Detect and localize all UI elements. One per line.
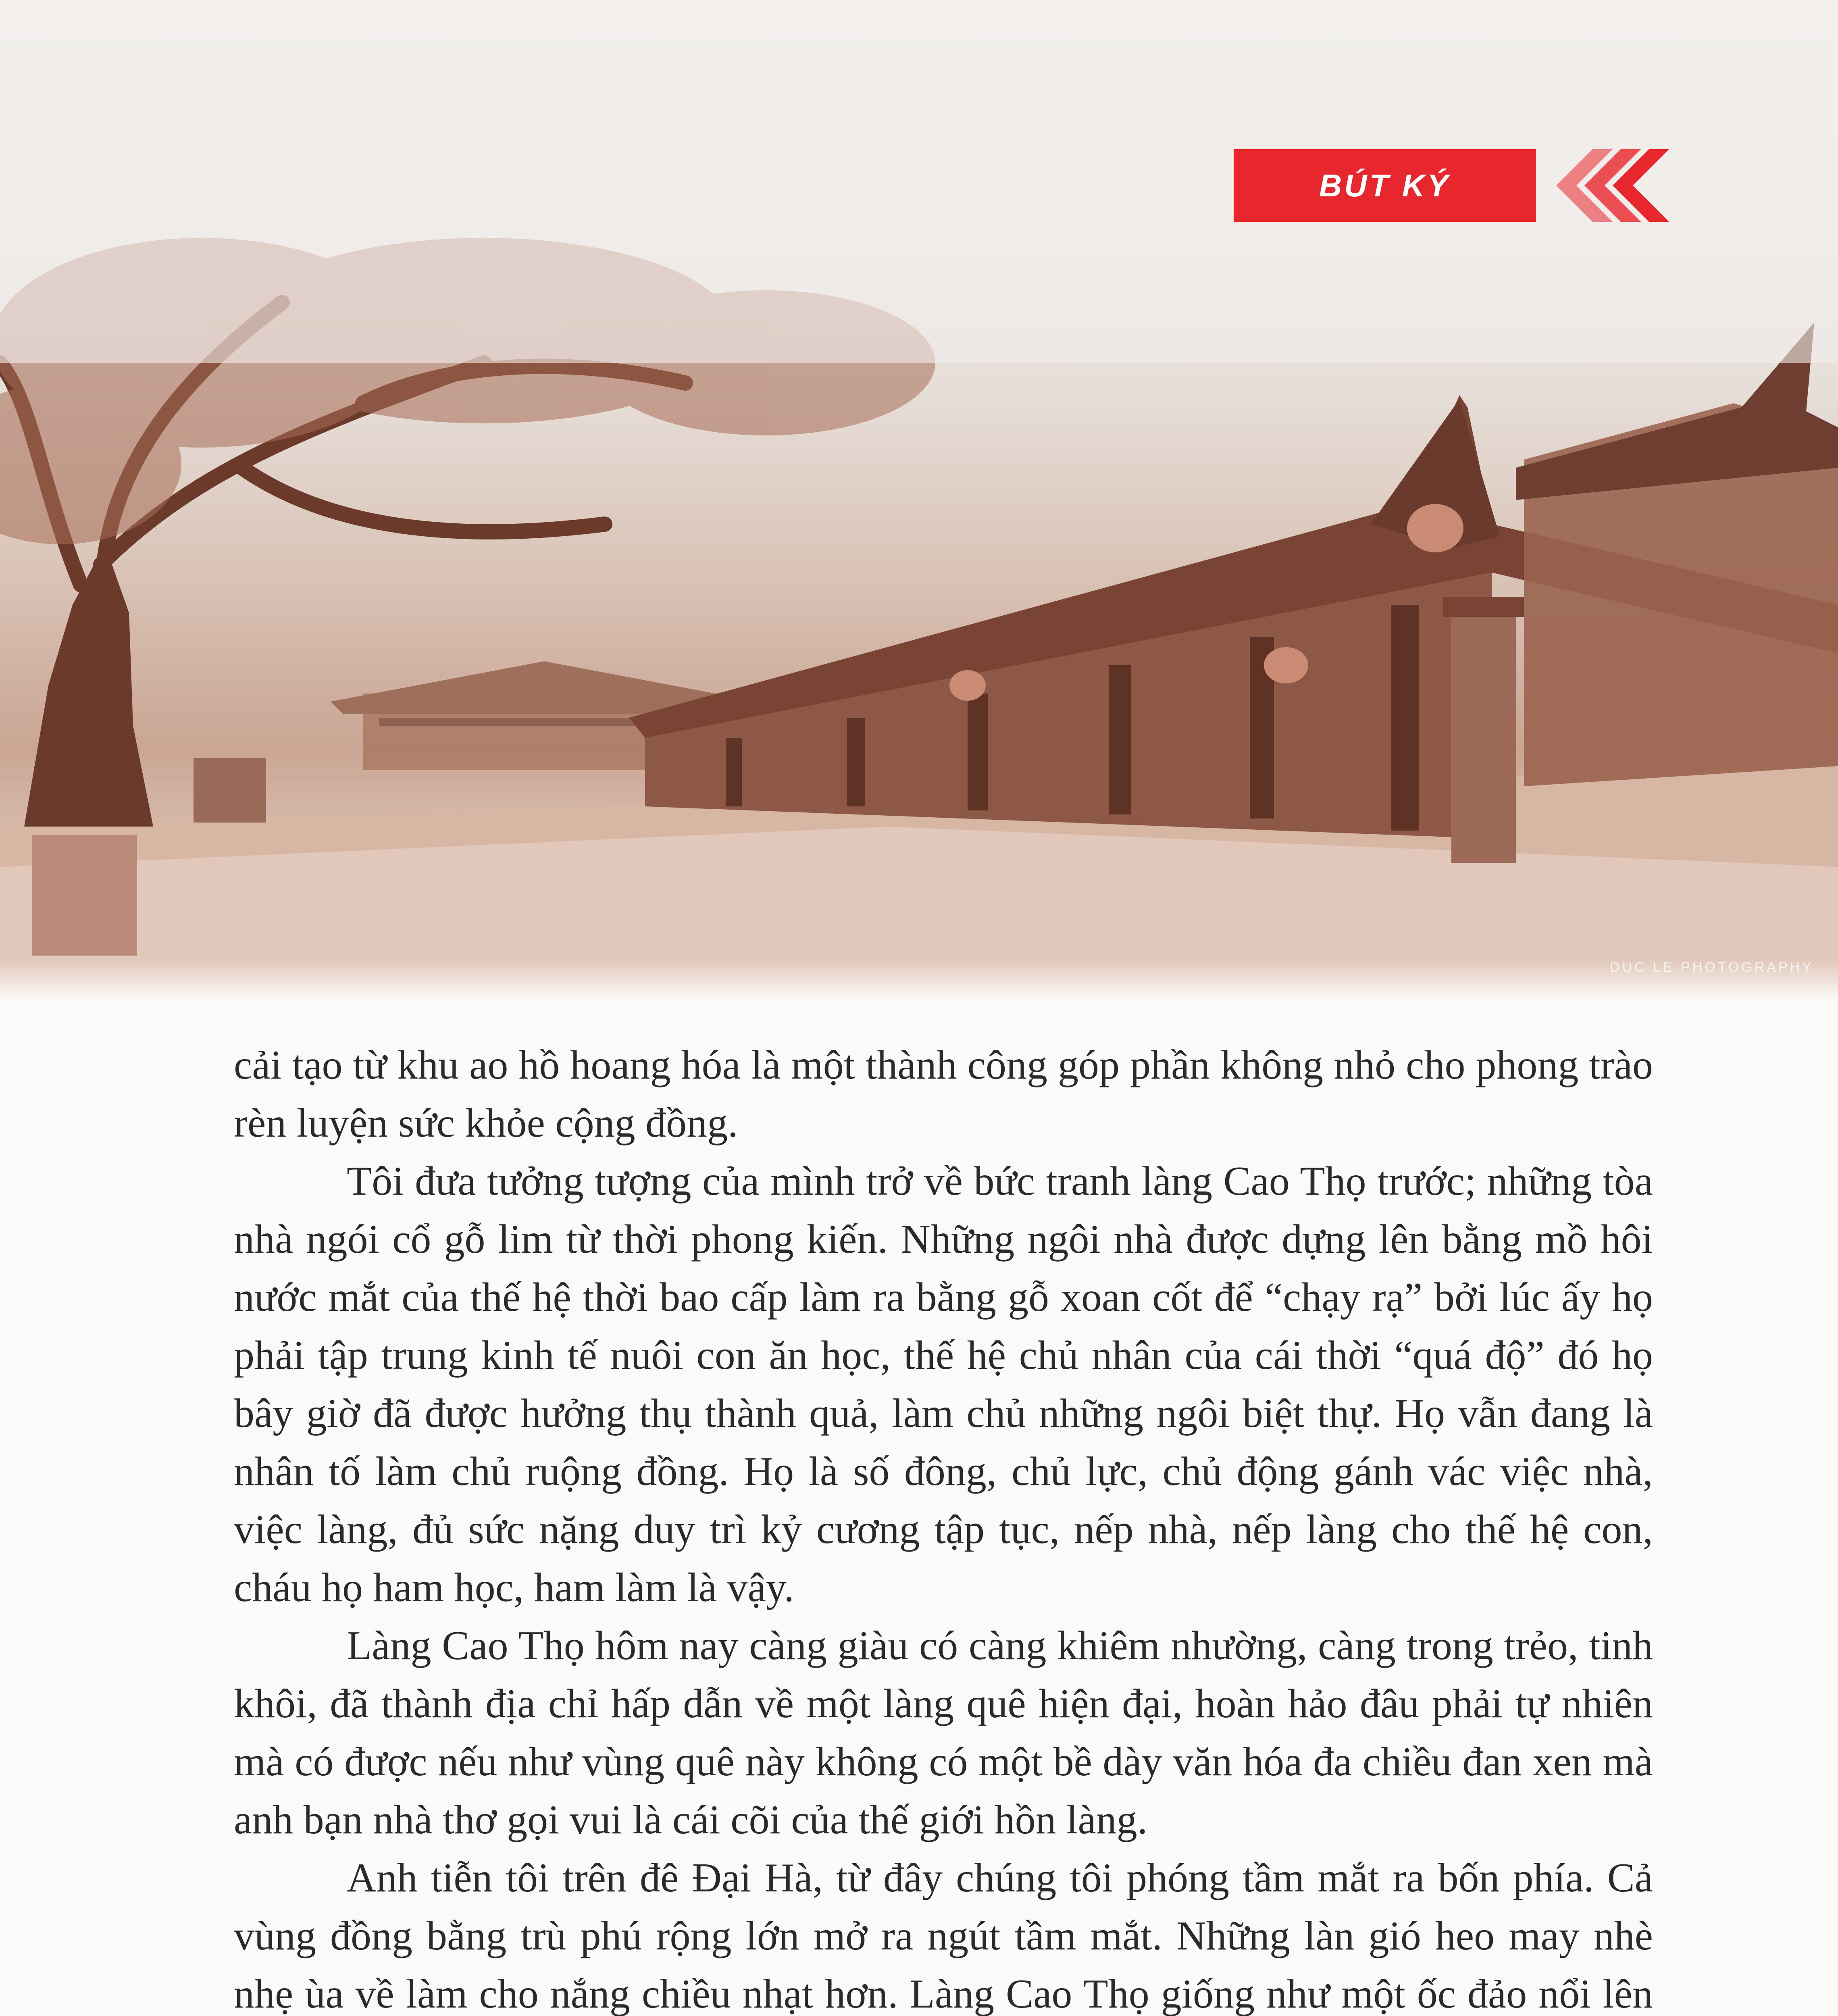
chevron-left-icon	[1544, 149, 1677, 222]
article-paragraph: cải tạo từ khu ao hồ hoang hóa là một thành công góp phần không nhỏ cho phong trào rèn luyện sức khỏe cộng đồng.	[234, 1042, 1653, 1146]
article-paragraph: Làng Cao Thọ hôm nay càng giàu có càng khiêm nhường, càng trong trẻo, tinh khôi, đã thành địa chỉ hấp dẫn về một làng quê hiện đại, hoàn hảo đâu phải tự nhiên mà có được nếu như vùng quê này không có một bề dày văn hóa đa chiều đan xen mà anh bạn nhà thơ gọi vui là cái cõi của thế giới hồn làng.	[234, 1623, 1653, 1843]
article-paragraph: Anh tiễn tôi trên đê Đại Hà, từ đây chúng tôi phóng tầm mắt ra bốn phía. Cả vùng đồng bằng trù phú rộng lớn mở ra ngút tầm mắt. Những làn gió heo may nhè nhẹ ùa về làm cho nắng chiều nhạt hơn. Làng Cao Thọ giống như một ốc đảo nổi lên	[234, 1855, 1653, 2016]
section-label: BÚT KÝ	[1234, 149, 1536, 222]
article-body	[234, 1036, 1653, 2016]
photo-credit: DUC LE PHOTOGRAPHY	[1609, 960, 1814, 975]
article-paragraph: Tôi đưa tưởng tượng của mình trở về bức tranh làng Cao Thọ trước; những tòa nhà ngói cổ gỗ lim từ thời phong kiến. Những ngôi nhà được dựng lên bằng mồ hôi nước mắt của thế hệ thời bao cấp làm ra bằng gỗ xoan cốt để “chạy rạ” bởi lúc ấy họ phải tập trung kinh tế nuôi con ăn học, thế hệ chủ nhân của cái thời “quá độ” đó họ bây giờ đã được hưởng thụ thành quả, làm chủ những ngôi biệt thự. Họ vẫn đang là nhân tố làm chủ ruộng đồng. Họ là số đông, chủ lực, chủ động gánh vác việc nhà, việc làng, đủ sức nặng duy trì kỷ cương tập tục, nếp nhà, nếp làng cho thế hệ con, cháu họ ham học, ham làm là vậy.	[234, 1158, 1653, 1610]
